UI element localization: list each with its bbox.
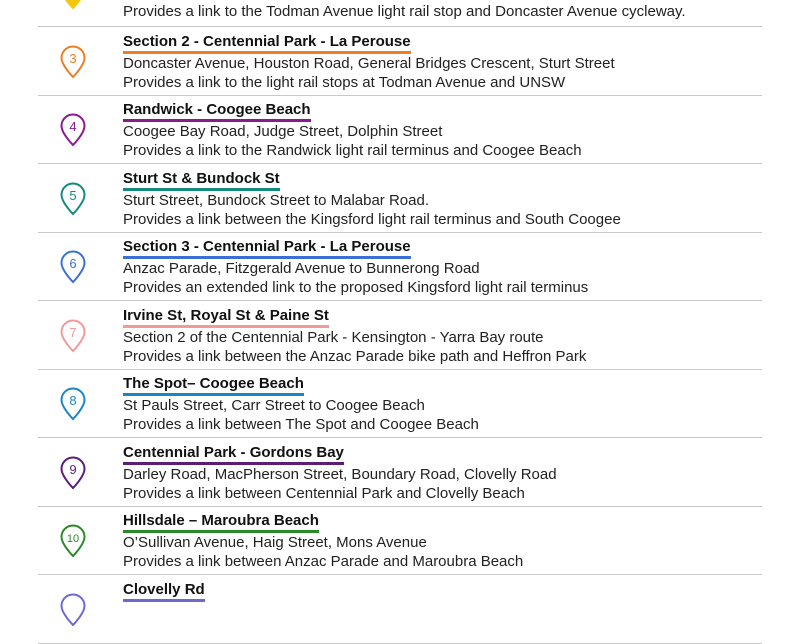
route-title-text: The Spot– Coogee Beach [123, 375, 304, 392]
route-streets: Coogee Bay Road, Judge Street, Dolphin Street [123, 123, 443, 140]
route-item [38, 27, 762, 96]
route-description: Provides a link to the light rail stops at Todman Avenue and UNSW [123, 74, 566, 91]
route-item [38, 232, 762, 301]
route-streets: Sturt Street, Bundock Street to Malabar Road. [123, 192, 429, 209]
map-pin-icon [60, 319, 86, 353]
route-description: Provides a link to the Randwick light rail terminus and Coogee Beach [123, 142, 582, 159]
route-description: Provides a link between Anzac Parade and Maroubra Beach [123, 553, 524, 570]
route-item [38, 369, 762, 438]
route-title-text: Section 3 - Centennial Park - La Perouse [123, 238, 411, 255]
route-streets: Doncaster Avenue, Houston Road, General Bridges Crescent, Sturt Street [123, 55, 615, 72]
route-description: Provides an extended link to the proposed Kingsford light rail terminus [123, 279, 589, 296]
route-item [38, 506, 762, 575]
route-text [123, 375, 763, 434]
route-streets: St Pauls Street, Carr Street to Coogee Beach [123, 397, 425, 414]
route-number: 8 [69, 393, 77, 408]
route-number: 7 [69, 325, 77, 340]
route-title-text: Irvine St, Royal St & Paine St [123, 307, 329, 324]
route-text [123, 170, 763, 229]
route-description: Provides a link to the Todman Avenue light rail stop and Doncaster Avenue cycleway. [123, 3, 686, 20]
route-streets: Darley Road, MacPherson Street, Boundary Road, Clovelly Road [123, 466, 557, 483]
route-title-text: Randwick - Coogee Beach [123, 101, 311, 118]
map-pin-icon [60, 113, 86, 147]
route-number: 5 [69, 188, 77, 203]
route-text [123, 512, 763, 571]
route-item [38, 575, 762, 644]
route-title-text: Clovelly Rd [123, 581, 205, 598]
map-pin-icon [60, 593, 86, 627]
route-item [38, 95, 762, 164]
route-title [123, 34, 411, 54]
route-text [123, 2, 763, 21]
route-title [123, 582, 205, 602]
route-text [123, 444, 763, 503]
route-item [38, 0, 762, 27]
route-title [123, 102, 311, 122]
route-title [123, 308, 329, 328]
route-number: 10 [66, 533, 80, 545]
route-number: 9 [69, 462, 77, 477]
map-pin-icon [60, 182, 86, 216]
route-description: Provides a link between The Spot and Coogee Beach [123, 416, 479, 433]
map-pin-icon [60, 524, 86, 558]
route-streets: Section 2 of the Centennial Park - Kensington - Yarra Bay route [123, 329, 544, 346]
map-pin-icon [60, 387, 86, 421]
route-item [38, 438, 762, 507]
route-streets: O’Sullivan Avenue, Haig Street, Mons Avenue [123, 534, 427, 551]
route-title [123, 513, 319, 533]
route-text [123, 581, 763, 602]
route-streets: Anzac Parade, Fitzgerald Avenue to Bunnerong Road [123, 260, 480, 277]
map-pin-icon [60, 250, 86, 284]
route-item [38, 301, 762, 370]
route-number: 3 [69, 51, 77, 66]
route-title [123, 376, 304, 396]
route-number: 6 [69, 256, 77, 271]
route-title [123, 239, 411, 259]
route-text [123, 307, 763, 366]
route-text [123, 238, 763, 297]
route-title-text: Hillsdale – Maroubra Beach [123, 512, 319, 529]
route-item [38, 164, 762, 233]
route-number: 4 [69, 119, 77, 134]
route-text [123, 101, 763, 160]
route-description: Provides a link between the Kingsford light rail terminus and South Coogee [123, 211, 621, 228]
route-title [123, 171, 280, 191]
route-text [123, 33, 763, 92]
route-description: Provides a link between Centennial Park and Clovelly Beach [123, 485, 525, 502]
route-title-text: Centennial Park - Gordons Bay [123, 444, 344, 461]
route-title-text: Sturt St & Bundock St [123, 170, 280, 187]
map-pin-icon [60, 45, 86, 79]
map-pin-icon [60, 456, 86, 490]
route-title [123, 445, 344, 465]
route-description: Provides a link between the Anzac Parade bike path and Heffron Park [123, 348, 587, 365]
map-pin-icon [60, 0, 86, 10]
route-title-text: Section 2 - Centennial Park - La Perouse [123, 33, 411, 50]
